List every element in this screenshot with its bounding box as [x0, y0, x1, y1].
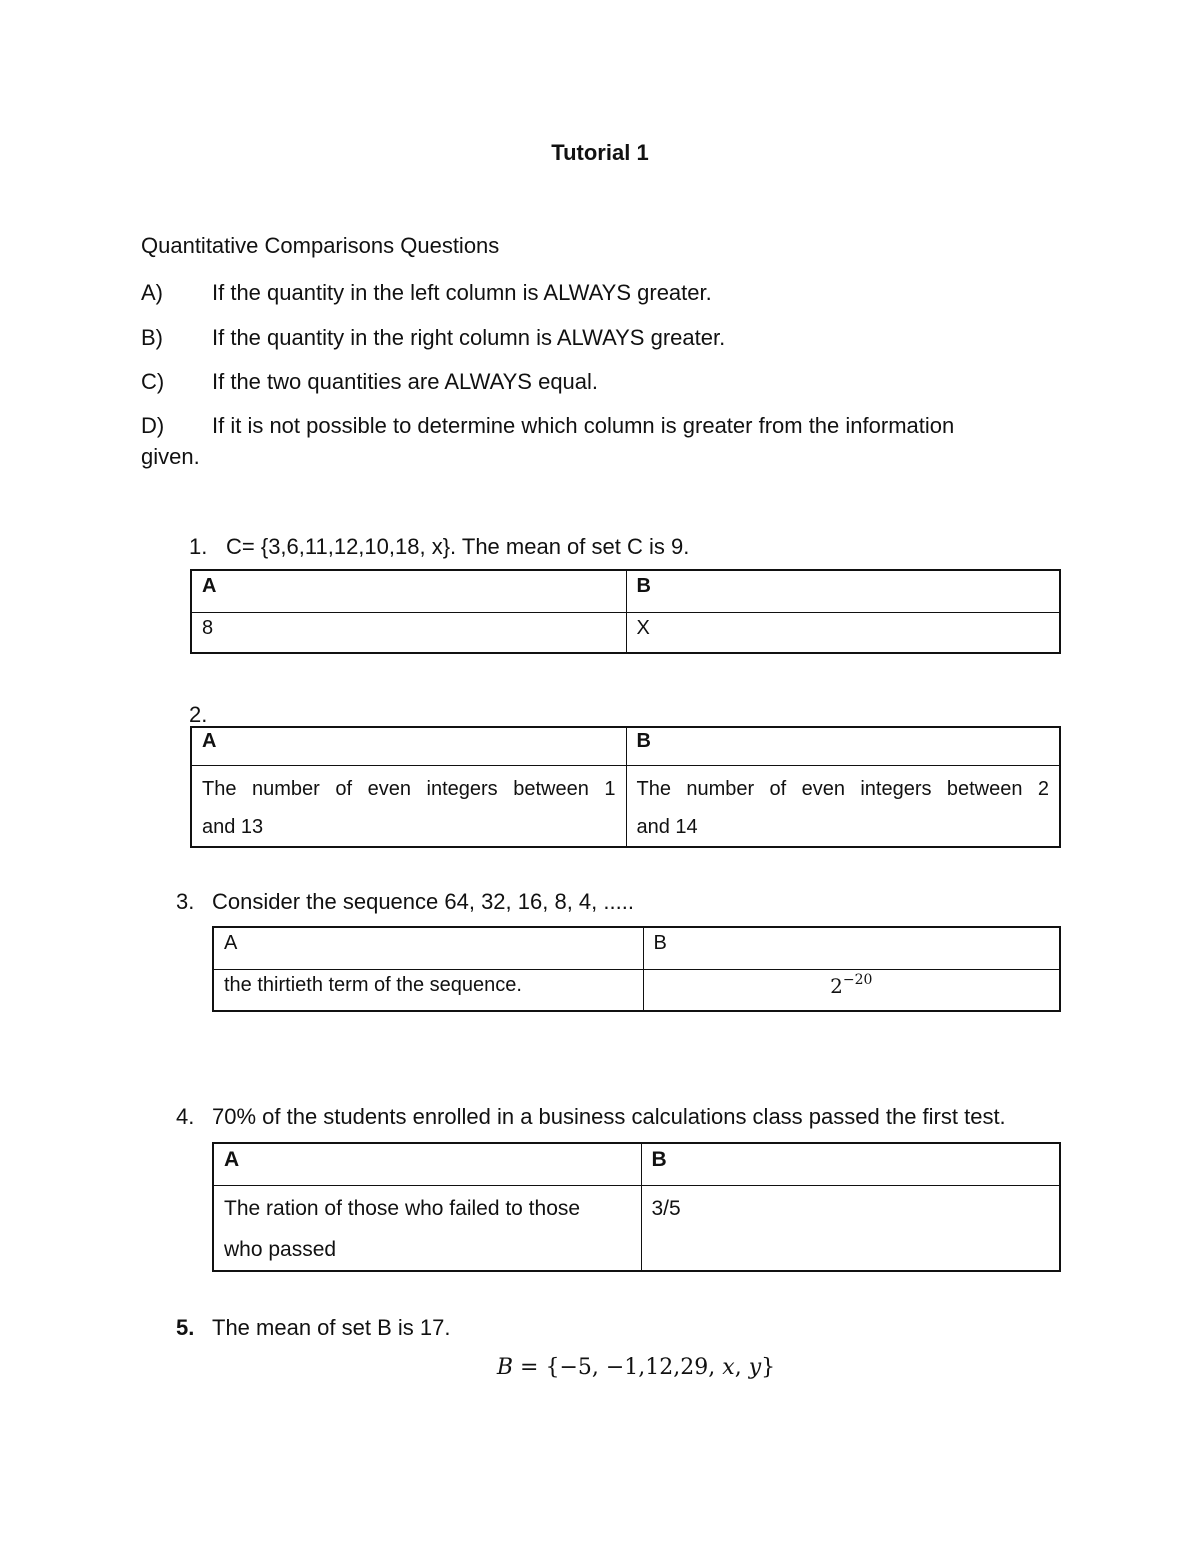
formula-separator: ,	[734, 1355, 749, 1380]
question-4-text: 70% of the students enrolled in a business calculations class passed the first test.	[212, 1104, 1006, 1129]
power-base: 2	[830, 973, 843, 998]
option-text-d-continued: given.	[141, 444, 200, 469]
column-b-value	[643, 969, 1060, 1011]
column-a-header: A	[213, 1143, 641, 1185]
option-letter-c: C)	[141, 369, 165, 394]
column-a-header: A	[191, 727, 626, 765]
table-row	[213, 1185, 1060, 1271]
question-4-table	[212, 1142, 1061, 1272]
section-subtitle: Quantitative Comparisons Questions	[141, 233, 500, 258]
table-header-row	[213, 927, 1060, 969]
formula-variable-y: y	[748, 1355, 762, 1380]
table-row	[191, 612, 1060, 653]
power-exponent: −20	[842, 971, 873, 988]
column-a-value: the thirtieth term of the sequence.	[213, 969, 643, 1011]
page-title: Tutorial 1	[551, 140, 649, 165]
formula-close-brace: }	[761, 1355, 776, 1380]
column-a-header: A	[191, 570, 626, 612]
table-header-row	[191, 570, 1060, 612]
formula-variable-b: B	[496, 1355, 514, 1380]
question-3-text: Consider the sequence 64, 32, 16, 8, 4, .....	[212, 889, 634, 914]
column-a-value-line-1: The ration of those who failed to those	[224, 1196, 581, 1220]
question-5-text: The mean of set B is 17.	[212, 1315, 451, 1340]
column-b-value: X	[626, 612, 1060, 653]
table-row	[213, 969, 1060, 1011]
question-3-table	[212, 926, 1061, 1012]
option-text-c: If the two quantities are ALWAYS equal.	[212, 369, 599, 394]
column-b-header: B	[626, 570, 1060, 612]
column-a-value-line-2: who passed	[224, 1237, 337, 1261]
column-a-header: A	[213, 927, 643, 969]
column-b-value-line-1: The number of even integers between 2	[636, 777, 1049, 800]
column-a-value-line-2: and 13	[202, 815, 264, 838]
column-b-value-line-2: and 14	[636, 815, 698, 838]
table-row	[191, 765, 1060, 847]
question-4-number: 4.	[176, 1104, 195, 1129]
option-text-a: If the quantity in the left column is ALWAYS greater.	[212, 280, 712, 305]
formula-variable-x: x	[722, 1355, 735, 1380]
column-b-header: B	[641, 1143, 1060, 1185]
question-5-number: 5.	[176, 1315, 195, 1340]
column-b-header: B	[626, 727, 1060, 765]
column-b-header: B	[643, 927, 1060, 969]
set-b-formula	[0, 1355, 1200, 1380]
formula-elements: = {−5, −1,12,29,	[513, 1355, 723, 1380]
question-1-table	[190, 569, 1061, 654]
column-a-value: 8	[191, 612, 626, 653]
option-text-d: If it is not possible to determine which column is greater from the information	[212, 413, 955, 438]
column-b-value	[626, 765, 1060, 847]
option-letter-b: B)	[141, 325, 163, 350]
question-1-text: C= {3,6,11,12,10,18, x}. The mean of set C is 9.	[226, 534, 690, 559]
question-2-table	[190, 726, 1061, 848]
column-a-value	[191, 765, 626, 847]
table-header-row	[191, 727, 1060, 765]
option-letter-a: A)	[141, 280, 163, 305]
column-a-value	[213, 1185, 641, 1271]
question-2-number: 2.	[189, 702, 208, 727]
column-a-value-line-1: The number of even integers between 1	[202, 777, 616, 800]
option-letter-d: D)	[141, 413, 165, 438]
question-3-number: 3.	[176, 889, 195, 914]
option-text-b: If the quantity in the right column is ALWAYS greater.	[212, 325, 726, 350]
column-b-value: 3/5	[641, 1185, 1060, 1271]
table-header-row	[213, 1143, 1060, 1185]
question-1-number: 1.	[189, 534, 208, 559]
